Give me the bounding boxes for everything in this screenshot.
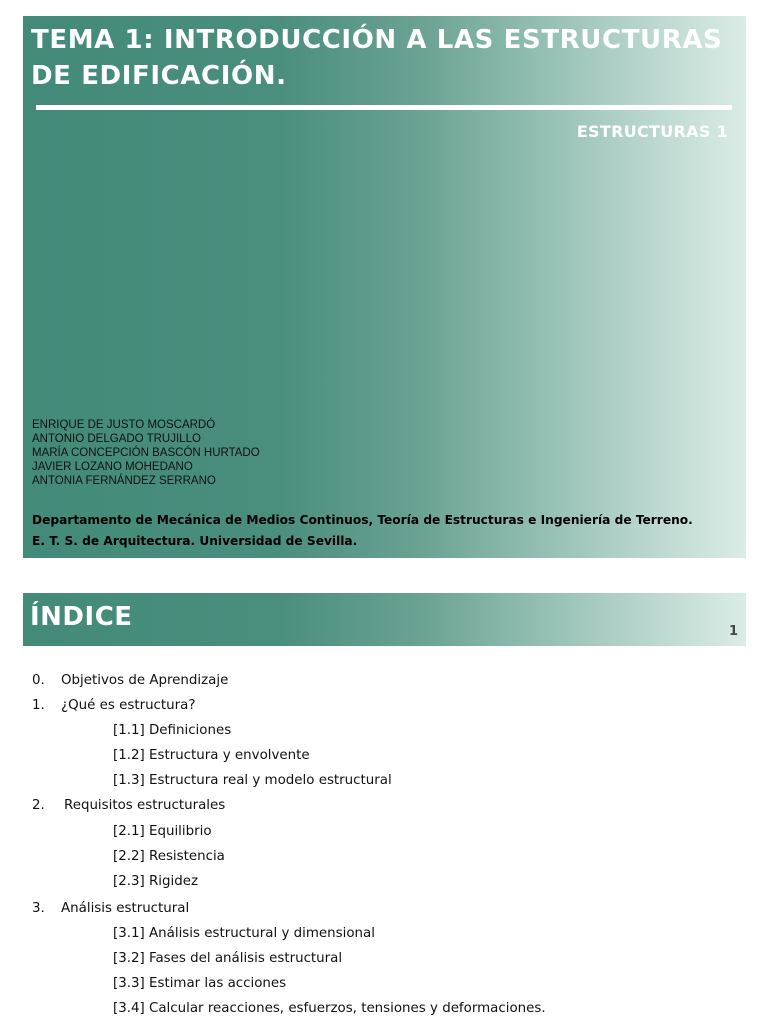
toc-section-label: ¿Qué es estructura? bbox=[61, 698, 196, 713]
toc-subsection-list bbox=[32, 819, 742, 894]
toc-subsection: [3.1] Análisis estructural y dimensional bbox=[113, 926, 375, 941]
authors-list bbox=[32, 418, 260, 488]
toc-section bbox=[32, 693, 742, 793]
toc-subsection: [2.3] Rigidez bbox=[113, 874, 199, 889]
toc-subsection-list bbox=[32, 921, 742, 1021]
slide-title-line-1: TEMA 1: INTRODUCCIÓN A LAS ESTRUCTURAS bbox=[31, 25, 723, 55]
author-name: JAVIER LOZANO MOHEDANO bbox=[32, 461, 193, 473]
toc-subsection: [3.4] Calcular reacciones, esfuerzos, tensiones y deformaciones. bbox=[113, 1001, 546, 1016]
toc-section-label: Análisis estructural bbox=[61, 901, 190, 916]
toc-section bbox=[32, 896, 742, 1021]
index-header bbox=[23, 593, 746, 646]
page-number: 1 bbox=[728, 624, 738, 639]
author-name: MARÍA CONCEPCIÓN BASCÓN HURTADO bbox=[32, 447, 260, 459]
slide-title bbox=[31, 22, 743, 94]
title-divider bbox=[36, 105, 732, 110]
toc-section-number: 3. bbox=[32, 901, 45, 916]
department-name: Departamento de Mecánica de Medios Continuos, Teoría de Estructuras e Ingeniería de Terreno. bbox=[32, 513, 693, 527]
toc-subsection: [2.1] Equilibrio bbox=[113, 824, 212, 839]
school-name: E. T. S. de Arquitectura. Universidad de Sevilla. bbox=[32, 534, 358, 548]
author-name: ANTONIA FERNÁNDEZ SERRANO bbox=[32, 475, 216, 487]
table-of-contents bbox=[32, 668, 742, 1021]
toc-section-label: Objetivos de Aprendizaje bbox=[61, 673, 229, 688]
index-title: ÍNDICE bbox=[30, 602, 133, 632]
slide-title-line-2: DE EDIFICACIÓN. bbox=[31, 61, 287, 91]
toc-subsection: [2.2] Resistencia bbox=[113, 849, 225, 864]
toc-section bbox=[32, 668, 742, 693]
toc-section-label: Requisitos estructurales bbox=[64, 798, 226, 813]
toc-section-number: 0. bbox=[32, 673, 45, 688]
toc-subsection: [3.2] Fases del análisis estructural bbox=[113, 951, 343, 966]
toc-subsection: [1.1] Definiciones bbox=[113, 723, 232, 738]
toc-subsection: [3.3] Estimar las acciones bbox=[113, 976, 287, 991]
course-name: ESTRUCTURAS 1 bbox=[576, 122, 728, 141]
toc-subsection: [1.3] Estructura real y modelo estructural bbox=[113, 773, 392, 788]
author-name: ANTONIO DELGADO TRUJILLO bbox=[32, 433, 201, 445]
department-info bbox=[32, 510, 693, 552]
toc-subsection-list bbox=[32, 718, 742, 793]
toc-section-number: 1. bbox=[32, 698, 45, 713]
toc-section bbox=[32, 793, 742, 894]
author-name: ENRIQUE DE JUSTO MOSCARDÓ bbox=[32, 419, 216, 431]
title-slide bbox=[23, 16, 746, 558]
toc-section-number: 2. bbox=[32, 798, 45, 813]
toc-subsection: [1.2] Estructura y envolvente bbox=[113, 748, 310, 763]
index-slide bbox=[23, 593, 746, 1024]
